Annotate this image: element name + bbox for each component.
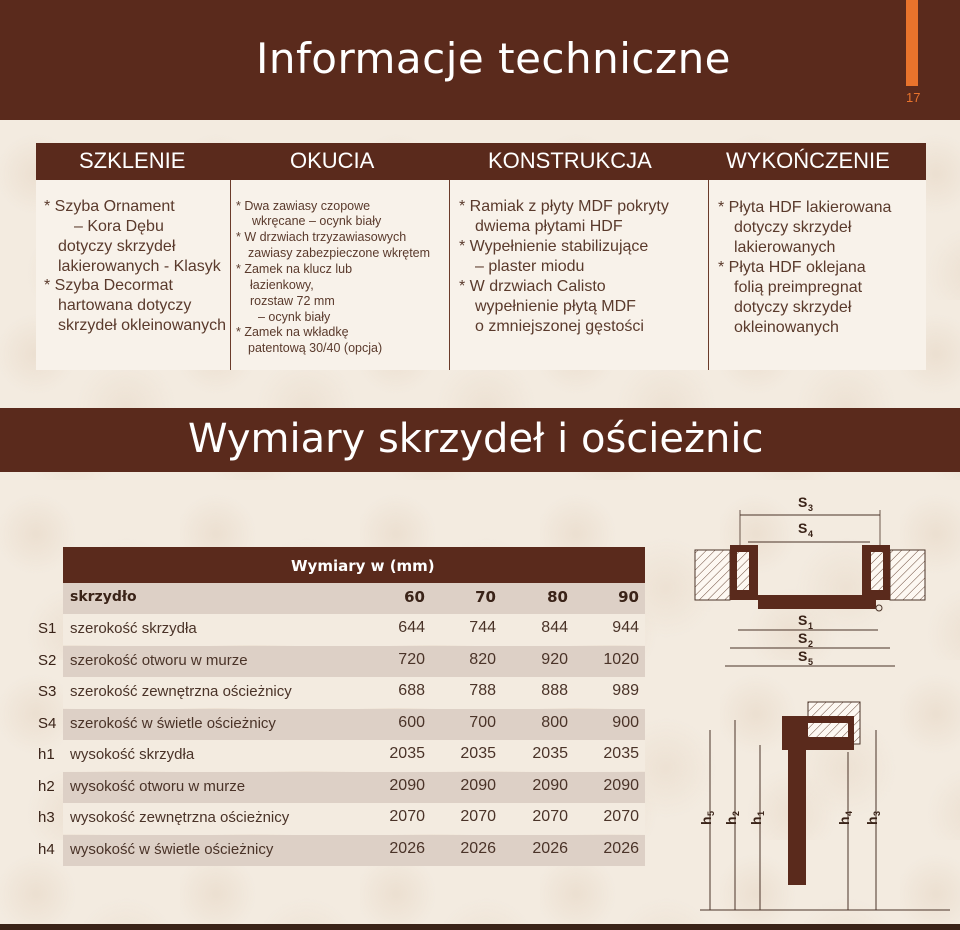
label-s2: S bbox=[798, 630, 808, 646]
szklenie-line: * Szyba Ornament bbox=[44, 198, 175, 215]
row-value: 944 bbox=[612, 619, 639, 636]
konstrukcja-line: – plaster miodu bbox=[475, 258, 585, 275]
label-s5: S bbox=[798, 648, 808, 664]
row-code: h4 bbox=[38, 841, 55, 858]
row-value: 2090 bbox=[460, 777, 496, 794]
label-s1: S bbox=[798, 612, 808, 628]
orange-accent-bar bbox=[906, 0, 918, 86]
right-jamb-core bbox=[871, 552, 883, 590]
row-label: wysokość zewnętrzna ościeżnicy bbox=[70, 809, 290, 826]
section-view bbox=[698, 702, 950, 910]
szklenie-line: dotyczy skrzydeł bbox=[58, 238, 176, 255]
row-value: 900 bbox=[612, 714, 639, 731]
szklenie-line: – Kora Dębu bbox=[74, 218, 164, 235]
column-divider bbox=[708, 180, 709, 370]
row-label: wysokość skrzydła bbox=[70, 746, 195, 763]
table-row bbox=[63, 646, 645, 677]
konstrukcja-line: * Wypełnienie stabilizujące bbox=[459, 238, 649, 255]
row-value: 844 bbox=[541, 619, 568, 636]
row-value: 2090 bbox=[603, 777, 639, 794]
table-row bbox=[63, 709, 645, 740]
table-row bbox=[63, 835, 645, 866]
row-label: wysokość w świetle ościeżnicy bbox=[70, 841, 274, 858]
hinge-circle bbox=[876, 605, 882, 611]
row-value: 2070 bbox=[460, 808, 496, 825]
okucia-line: – ocynk biały bbox=[258, 310, 331, 324]
table-row bbox=[63, 614, 645, 645]
header-value: 90 bbox=[618, 588, 639, 606]
technical-info-box bbox=[36, 180, 926, 370]
szklenie-line: * Szyba Decormat bbox=[44, 277, 173, 294]
category-szklenie: SZKLENIE bbox=[79, 148, 186, 173]
row-code: S2 bbox=[38, 652, 57, 669]
konstrukcja-line: dwiema płytami HDF bbox=[475, 218, 623, 235]
row-value: 2070 bbox=[603, 808, 639, 825]
wykonczenie-line: * Płyta HDF lakierowana bbox=[718, 199, 892, 216]
category-wykonczenie: WYKOŃCZENIE bbox=[726, 148, 890, 173]
row-code: h2 bbox=[38, 778, 55, 795]
row-value: 2035 bbox=[460, 745, 496, 762]
dimensions-banner bbox=[0, 408, 960, 472]
wykonczenie-line: * Płyta HDF oklejana bbox=[718, 259, 866, 276]
konstrukcja-line: o zmniejszonej gęstości bbox=[475, 318, 644, 335]
row-code: S4 bbox=[38, 715, 57, 732]
leaf-section bbox=[788, 745, 806, 885]
head-jamb-core bbox=[808, 723, 848, 737]
okucia-line: rozstaw 72 mm bbox=[250, 294, 335, 308]
konstrukcja-line: wypełnienie płytą MDF bbox=[475, 298, 636, 315]
row-label: szerokość otworu w murze bbox=[70, 652, 248, 669]
row-value: 2090 bbox=[532, 777, 568, 794]
row-value: 920 bbox=[541, 651, 568, 668]
row-code: S1 bbox=[38, 620, 57, 637]
row-value: 2070 bbox=[389, 808, 425, 825]
szklenie-line: skrzydeł okleinowanych bbox=[58, 317, 227, 334]
label-s2-sub: 2 bbox=[808, 639, 814, 649]
row-value: 820 bbox=[469, 651, 496, 668]
row-label: szerokość skrzydła bbox=[70, 620, 197, 637]
row-value: 2090 bbox=[389, 777, 425, 794]
row-value: 989 bbox=[612, 682, 639, 699]
label-h3-sub: 3 bbox=[872, 810, 882, 816]
row-value: 600 bbox=[398, 714, 425, 731]
row-value: 688 bbox=[398, 682, 425, 699]
row-value: 888 bbox=[541, 682, 568, 699]
row-value: 2026 bbox=[460, 840, 496, 857]
page-number: 17 bbox=[906, 90, 921, 105]
okucia-line: * Zamek na wkładkę bbox=[236, 325, 349, 339]
label-s4-sub: 4 bbox=[808, 529, 814, 539]
wykonczenie-line: folią preimpregnat bbox=[734, 279, 863, 296]
column-divider bbox=[230, 180, 231, 370]
row-code: h3 bbox=[38, 809, 55, 826]
plan-view bbox=[695, 494, 925, 667]
category-bar bbox=[36, 143, 926, 180]
label-h1: h bbox=[748, 816, 764, 825]
column-divider bbox=[449, 180, 450, 370]
wykonczenie-line: lakierowanych bbox=[734, 239, 836, 256]
table-header-row bbox=[63, 583, 645, 614]
page-header bbox=[0, 0, 960, 120]
okucia-line: patentową 30/40 (opcja) bbox=[248, 341, 383, 355]
header-value: 60 bbox=[404, 588, 425, 606]
header-value: 80 bbox=[547, 588, 568, 606]
row-label: wysokość otworu w murze bbox=[70, 778, 246, 795]
wykonczenie-line: okleinowanych bbox=[734, 319, 839, 336]
door-frame-diagram bbox=[690, 490, 960, 925]
bottom-border bbox=[0, 924, 960, 930]
table-row bbox=[63, 677, 645, 708]
header-value: 70 bbox=[475, 588, 496, 606]
row-label: szerokość zewnętrzna ościeżnicy bbox=[70, 683, 292, 700]
konstrukcja-line: * Ramiak z płyty MDF pokryty bbox=[459, 198, 669, 215]
dimensions-title: Wymiary skrzydeł i ościeżnic bbox=[188, 416, 764, 462]
konstrukcja-line: * W drzwiach Calisto bbox=[459, 278, 606, 295]
page-title: Informacje techniczne bbox=[256, 34, 732, 83]
label-s4: S bbox=[798, 520, 808, 536]
label-s3: S bbox=[798, 494, 808, 510]
door-leaf bbox=[758, 595, 876, 609]
table-row bbox=[63, 803, 645, 834]
row-value: 644 bbox=[398, 619, 425, 636]
okucia-line: łazienkowy, bbox=[250, 278, 314, 292]
label-s5-sub: 5 bbox=[808, 657, 814, 667]
row-value: 800 bbox=[541, 714, 568, 731]
okucia-line: wkręcane – ocynk biały bbox=[252, 214, 382, 228]
label-h1-sub: 1 bbox=[756, 810, 766, 816]
row-value: 2070 bbox=[532, 808, 568, 825]
label-h3: h bbox=[864, 816, 880, 825]
okucia-line: zawiasy zabezpieczone wkrętem bbox=[248, 246, 431, 260]
row-label: szerokość w świetle ościeżnicy bbox=[70, 715, 276, 732]
szklenie-line: hartowana dotyczy bbox=[58, 297, 192, 314]
table-title: Wymiary w (mm) bbox=[291, 557, 435, 575]
left-wall bbox=[695, 550, 730, 600]
row-value: 2026 bbox=[603, 840, 639, 857]
label-h5: h bbox=[698, 816, 714, 825]
label-s1-sub: 1 bbox=[808, 621, 814, 631]
okucia-line: * Dwa zawiasy czopowe bbox=[236, 199, 371, 213]
szklenie-line: lakierowanych - Klasyk bbox=[58, 258, 221, 275]
category-konstrukcja: KONSTRUKCJA bbox=[488, 148, 652, 173]
label-h2-sub: 2 bbox=[731, 810, 741, 816]
okucia-line: * W drzwiach trzyzawiasowych bbox=[236, 230, 407, 244]
row-value: 1020 bbox=[603, 651, 639, 668]
row-value: 788 bbox=[469, 682, 496, 699]
wykonczenie-line: dotyczy skrzydeł bbox=[734, 219, 852, 236]
header-label: skrzydło bbox=[70, 589, 137, 605]
wykonczenie-line: dotyczy skrzydeł bbox=[734, 299, 852, 316]
okucia-line: * Zamek na klucz lub bbox=[236, 262, 353, 276]
row-value: 2026 bbox=[389, 840, 425, 857]
row-value: 700 bbox=[469, 714, 496, 731]
row-value: 2026 bbox=[532, 840, 568, 857]
category-okucia: OKUCIA bbox=[290, 148, 375, 173]
row-code: h1 bbox=[38, 746, 55, 763]
label-h4-sub: 4 bbox=[844, 810, 854, 816]
table-row bbox=[63, 772, 645, 803]
label-h4: h bbox=[836, 816, 852, 825]
row-value: 2035 bbox=[389, 745, 425, 762]
row-code: S3 bbox=[38, 683, 57, 700]
table-row bbox=[63, 740, 645, 771]
row-value: 2035 bbox=[603, 745, 639, 762]
left-jamb-core bbox=[737, 552, 749, 590]
label-h2: h bbox=[723, 816, 739, 825]
right-wall bbox=[890, 550, 925, 600]
label-s3-sub: 3 bbox=[808, 503, 814, 513]
table-title-bar bbox=[63, 547, 645, 583]
label-h5-sub: 5 bbox=[706, 810, 716, 816]
row-value: 2035 bbox=[532, 745, 568, 762]
row-value: 720 bbox=[398, 651, 425, 668]
row-value: 744 bbox=[469, 619, 496, 636]
